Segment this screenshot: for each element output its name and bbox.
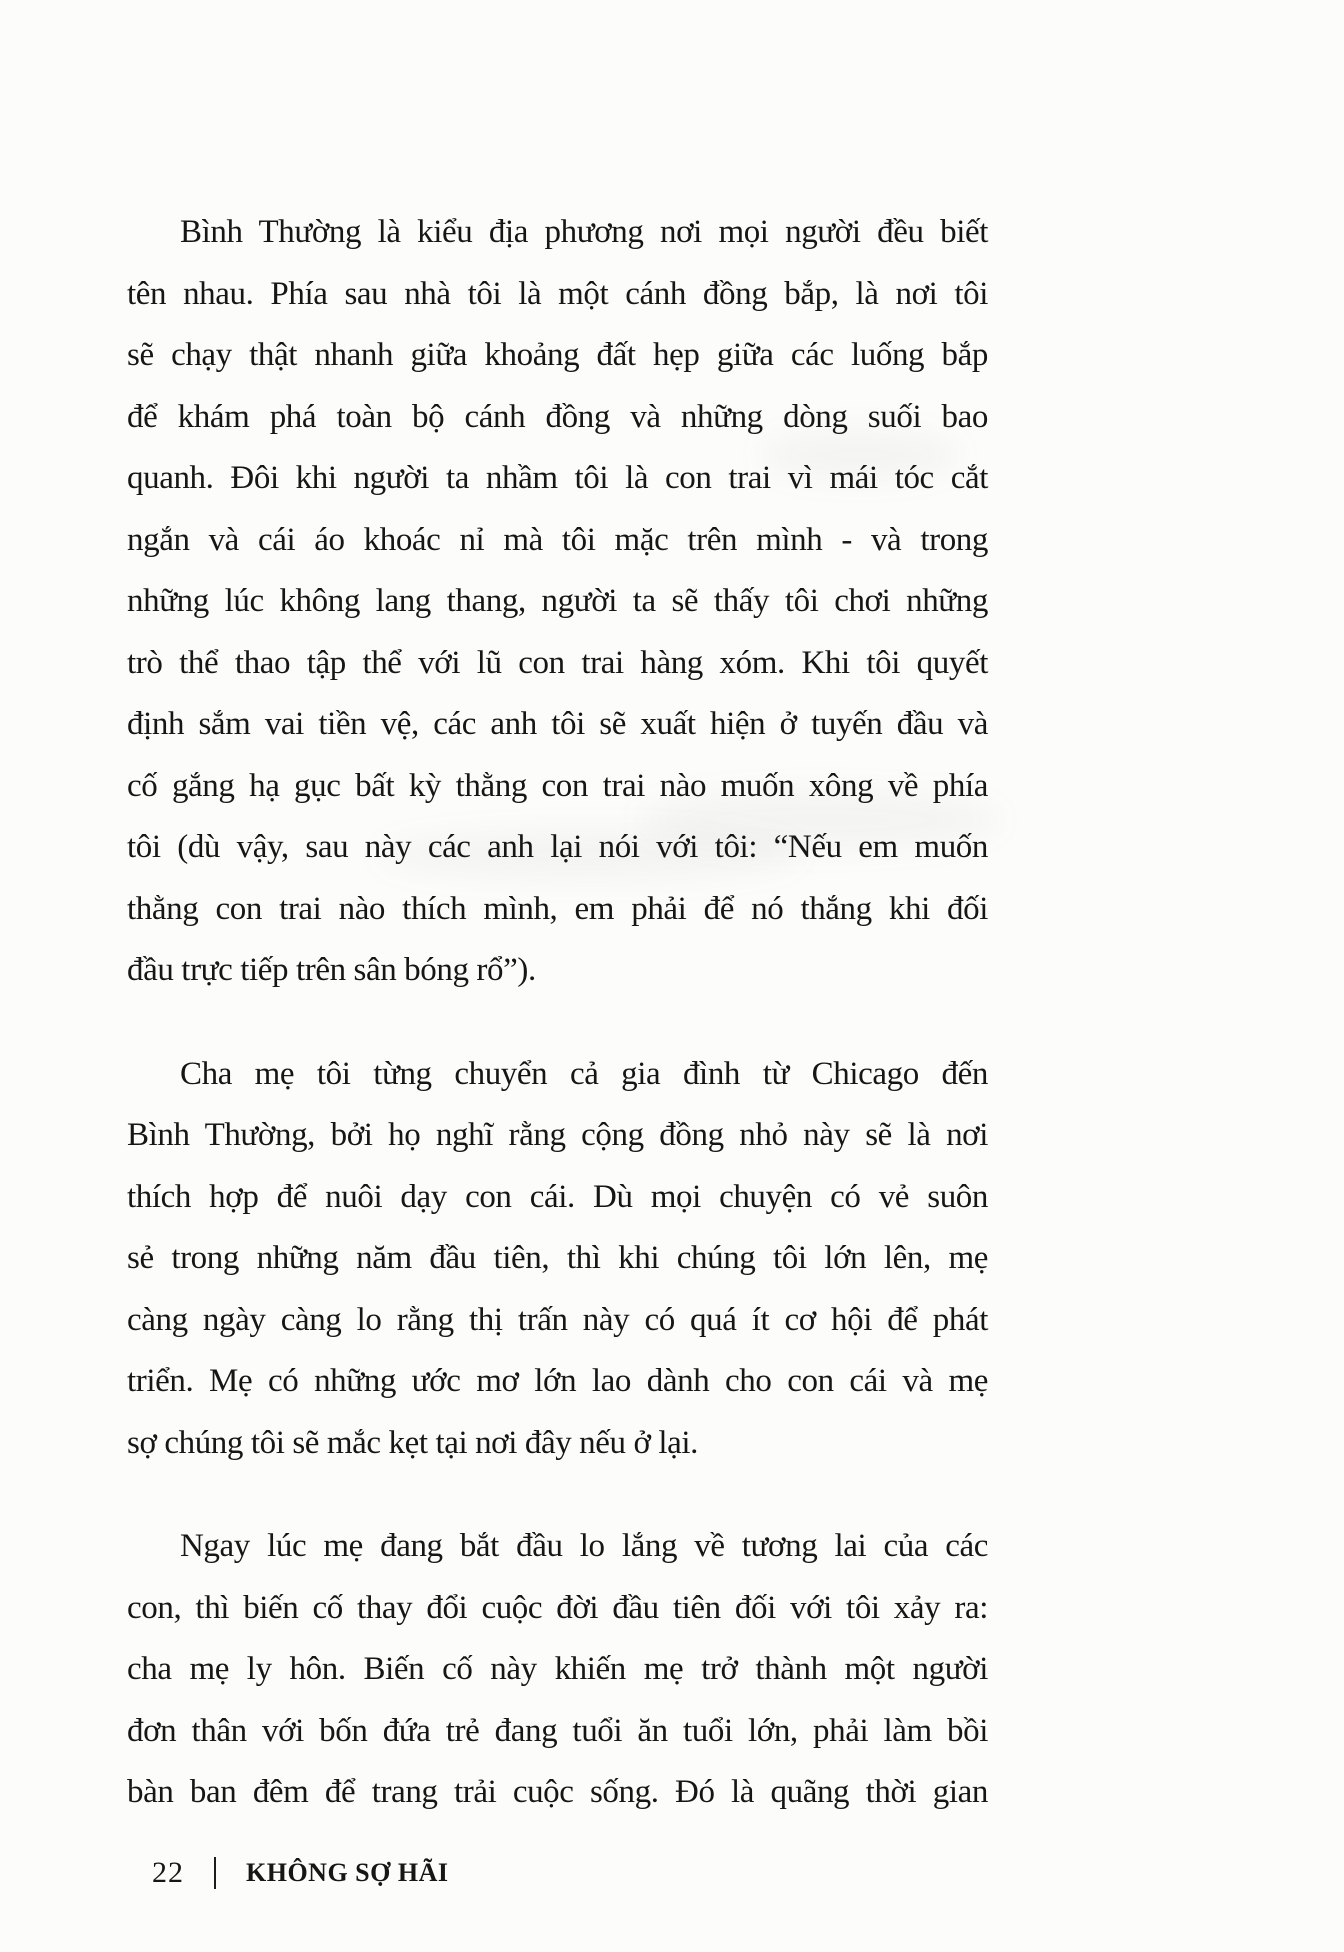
text-line: định sắm vai tiền vệ, các anh tôi sẽ xuất hiện ở tuyến đầu và [127,706,988,742]
page-footer [152,1856,448,1890]
text-line: triển. Mẹ có những ước mơ lớn lao dành cho con cái và mẹ [127,1363,988,1399]
text-line: bàn ban đêm để trang trải cuộc sống. Đó là quãng thời gian [127,1774,988,1810]
text-line: Bình Thường là kiểu địa phương nơi mọi người đều biết [180,214,988,250]
page-number: 22 [152,1856,184,1889]
text-line: tên nhau. Phía sau nhà tôi là một cánh đồng bắp, là nơi tôi [127,275,988,312]
paragraph [127,1516,988,1824]
text-line: thằng con trai nào thích mình, em phải để nó thắng khi đối [127,890,988,927]
text-line: cố gắng hạ gục bất kỳ thằng con trai nào muốn xông về phía [127,767,988,804]
text-line: ngắn và cái áo khoác nỉ mà tôi mặc trên mình - và trong [127,521,988,558]
text-line: quanh. Đôi khi người ta nhầm tôi là con trai vì mái tóc cắt [127,460,988,496]
text-line: Ngay lúc mẹ đang bắt đầu lo lắng về tương lai của các [180,1528,988,1564]
text-line: tôi (dù vậy, sau này các anh lại nói với tôi: “Nếu em muốn [127,829,988,865]
text-line: Bình Thường, bởi họ nghĩ rằng cộng đồng nhỏ này sẽ là nơi [127,1117,988,1153]
book-title: KHÔNG SỢ HÃI [246,1858,449,1887]
text-line: trò thể thao tập thể với lũ con trai hàng xóm. Khi tôi quyết [127,644,988,681]
text-line: những lúc không lang thang, người ta sẽ thấy tôi chơi những [127,583,988,619]
text-line: con, thì biến cố thay đổi cuộc đời đầu tiên đối với tôi xảy ra: [127,1589,988,1626]
text-line: sẻ trong những năm đầu tiên, thì khi chúng tôi lớn lên, mẹ [127,1240,988,1276]
text-line: cha mẹ ly hôn. Biến cố này khiến mẹ trở thành một người [127,1651,988,1687]
paragraph [127,202,988,1002]
text-line: thích hợp để nuôi dạy con cái. Dù mọi chuyện có vẻ suôn [127,1178,988,1215]
text-line: sợ chúng tôi sẽ mắc kẹt tại nơi đây nếu ở lại. [127,1424,698,1461]
text-line: Cha mẹ tôi từng chuyển cả gia đình từ Chicago đến [180,1055,988,1092]
text-block [127,202,988,1824]
paragraph [127,1044,988,1475]
text-line: để khám phá toàn bộ cánh đồng và những dòng suối bao [127,398,988,435]
text-line: đơn thân với bốn đứa trẻ đang tuổi ăn tuổi lớn, phải làm bồi [127,1712,988,1749]
text-line: đầu trực tiếp trên sân bóng rổ”). [127,952,536,988]
text-line: sẽ chạy thật nhanh giữa khoảng đất hẹp giữa các luống bắp [127,337,988,373]
footer-divider-bar [214,1857,216,1889]
text-line: càng ngày càng lo rằng thị trấn này có quá ít cơ hội để phát [127,1301,988,1338]
